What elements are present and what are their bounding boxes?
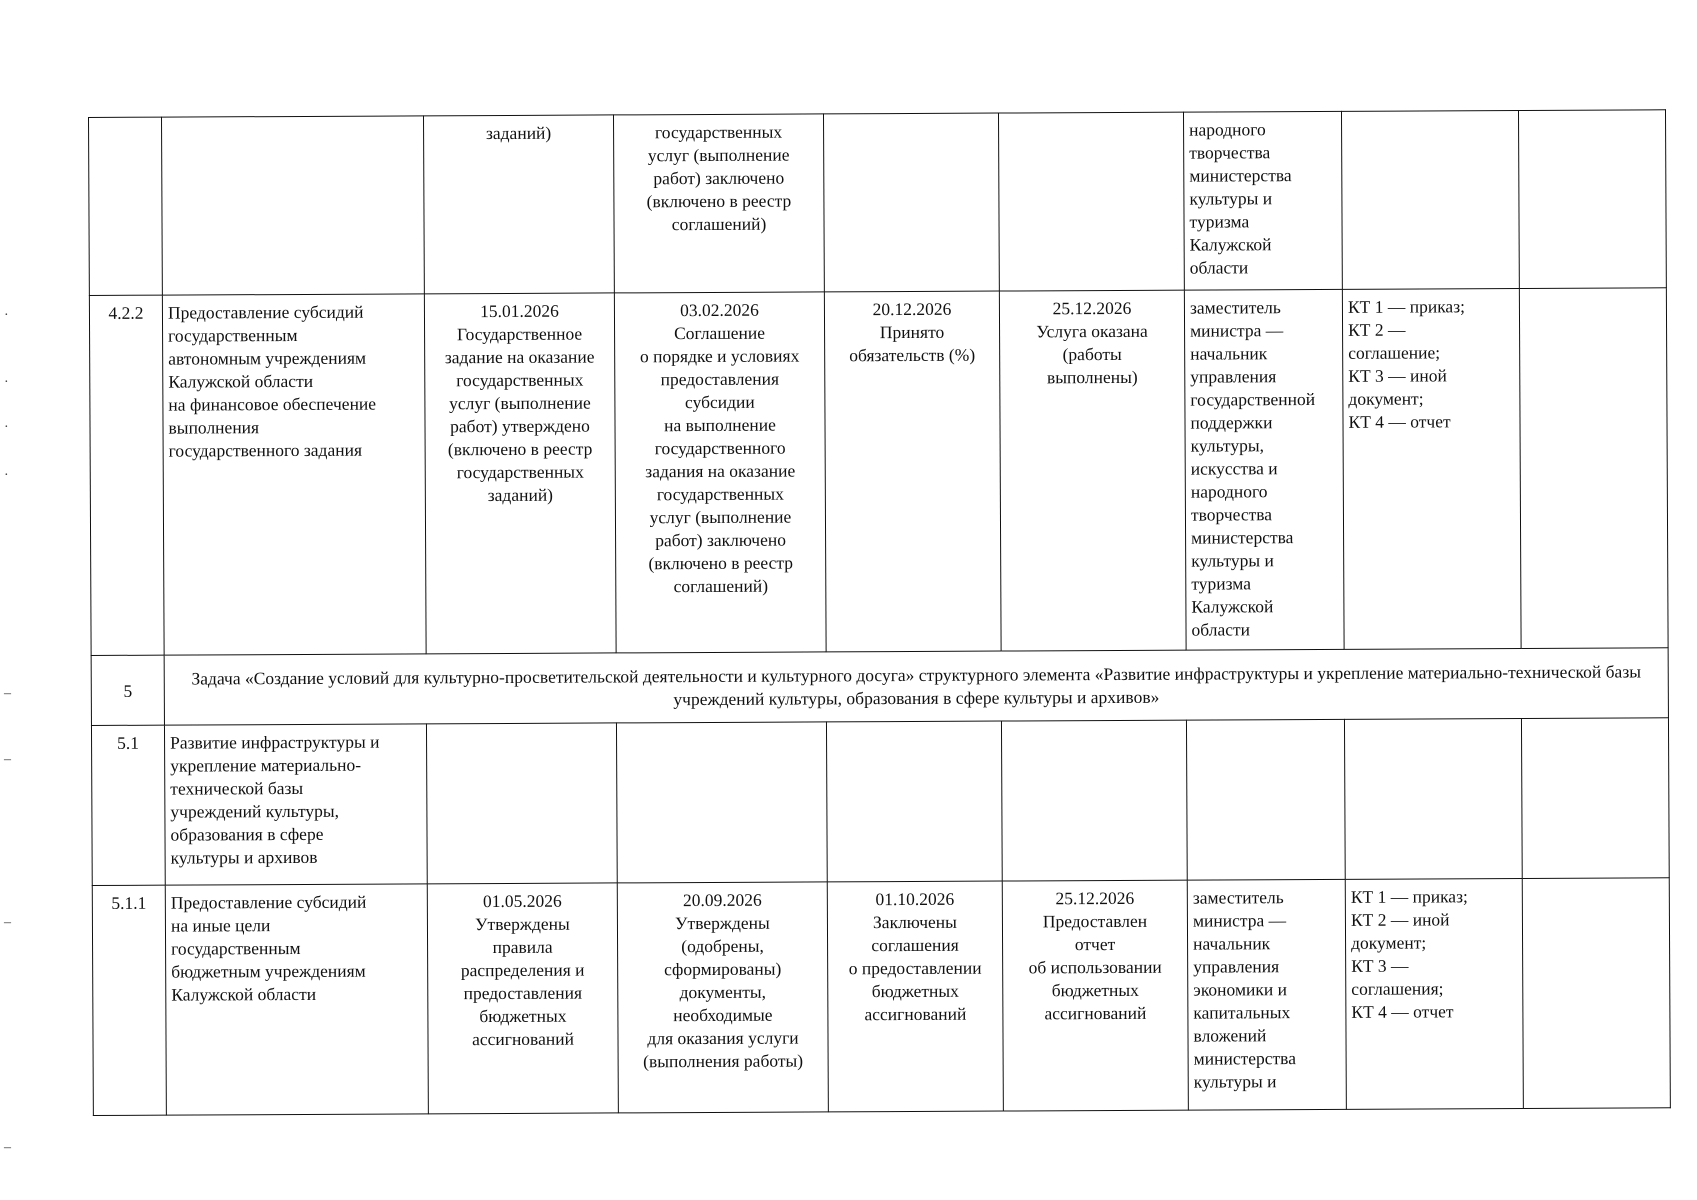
- row-number-cell: 5: [91, 655, 164, 725]
- checkpoint-1-cell: [426, 723, 617, 884]
- responsible-cell: заместитель министра — начальник управления государственной поддержки культуры, искусства и народного творчества министерства культуры и туризма Калужской области: [1184, 289, 1344, 650]
- event-name-cell: Предоставление субсидий государственным автономным учреждениям Калужской области на финансовое обеспечение выполнения государственного задания: [162, 294, 426, 655]
- margin-mark: ·: [4, 308, 9, 323]
- margin-mark: ·: [4, 468, 9, 483]
- document-type-cell: КТ 1 — приказ; КТ 2 — соглашение; КТ 3 — иной документ; КТ 4 — отчет: [1342, 289, 1521, 650]
- margin-mark: –: [4, 915, 11, 930]
- document-type-cell: [1341, 111, 1519, 290]
- checkpoint-2-cell: государственных услуг (выполнение работ) заключено (включено в реестр соглашений): [613, 114, 824, 293]
- table-row: [92, 878, 1670, 1116]
- margin-mark: –: [4, 686, 11, 701]
- margin-mark: –: [4, 752, 11, 767]
- info-system-cell: [1522, 878, 1670, 1109]
- info-system-cell: [1519, 288, 1668, 649]
- task-row: [91, 648, 1668, 726]
- document-type-cell: КТ 1 — приказ; КТ 2 — иной документ; КТ 3 — соглашения; КТ 4 — отчет: [1345, 879, 1523, 1110]
- event-name-cell: [162, 116, 425, 295]
- checkpoint-2-cell: 03.02.2026 Соглашение о порядке и условиях предоставления субсидии на выполнение государственного задания на оказание государственных услуг (выполнение работ) заключено (включено в реестр соглашений): [614, 292, 826, 653]
- info-system-cell: [1521, 718, 1669, 879]
- checkpoint-1-cell: заданий): [423, 115, 614, 294]
- table-row: [89, 288, 1668, 656]
- row-number-cell: [89, 117, 163, 295]
- row-number-cell: 5.1: [91, 725, 165, 885]
- document-type-cell: [1344, 719, 1522, 880]
- checkpoint-4-cell: 25.12.2026 Услуга оказана (работы выполнены): [999, 290, 1186, 651]
- event-name-cell: Предоставление субсидий на иные цели государственным бюджетным учреждениям Калужской области: [165, 884, 428, 1115]
- checkpoint-2-cell: [616, 722, 827, 883]
- checkpoint-1-cell: 15.01.2026 Государственное задание на оказание государственных услуг (выполнение работ) утверждено (включено в реестр государственных заданий): [424, 293, 616, 654]
- task-description-cell: Задача «Создание условий для культурно-просветительской деятельности и культурного досуга» структурного элемента «Развитие инфраструктуры и укрепление материально-технической базы учреждений культуры, образования в сфере культуры и архивов»: [164, 648, 1668, 725]
- row-number-cell: 4.2.2: [89, 295, 164, 655]
- checkpoint-4-cell: [1001, 720, 1187, 881]
- info-system-cell: [1518, 110, 1666, 289]
- checkpoint-3-cell: 20.12.2026 Принято обязательств (%): [824, 291, 1001, 652]
- row-number-cell: 5.1.1: [92, 885, 166, 1115]
- checkpoint-4-cell: [998, 112, 1184, 291]
- plan-table: [88, 109, 1671, 1116]
- checkpoint-1-cell: 01.05.2026 Утверждены правила распределения и предоставления бюджетных ассигнований: [427, 883, 618, 1114]
- margin-mark: ·: [4, 375, 9, 390]
- table-row: [89, 110, 1667, 296]
- margin-mark: –: [4, 1140, 11, 1155]
- checkpoint-3-cell: 01.10.2026 Заключены соглашения о предоставлении бюджетных ассигнований: [827, 881, 1003, 1112]
- checkpoint-2-cell: 20.09.2026 Утверждены (одобрены, сформированы) документы, необходимые для оказания услуги (выполнения работы): [617, 882, 828, 1113]
- checkpoint-3-cell: [826, 721, 1002, 882]
- event-name-cell: Развитие инфраструктуры и укрепление материально- технической базы учреждений культуры, образования в сфере культуры и архивов: [164, 724, 427, 885]
- margin-mark: ·: [4, 420, 9, 435]
- table-row: [91, 718, 1669, 886]
- checkpoint-4-cell: 25.12.2026 Предоставлен отчет об использовании бюджетных ассигнований: [1002, 880, 1188, 1111]
- checkpoint-3-cell: [823, 113, 999, 292]
- responsible-cell: народного творчества министерства культуры и туризма Калужской области: [1183, 111, 1342, 290]
- responsible-cell: заместитель министра — начальник управления экономики и капитальных вложений министерства культуры и: [1187, 879, 1346, 1110]
- responsible-cell: [1186, 719, 1345, 880]
